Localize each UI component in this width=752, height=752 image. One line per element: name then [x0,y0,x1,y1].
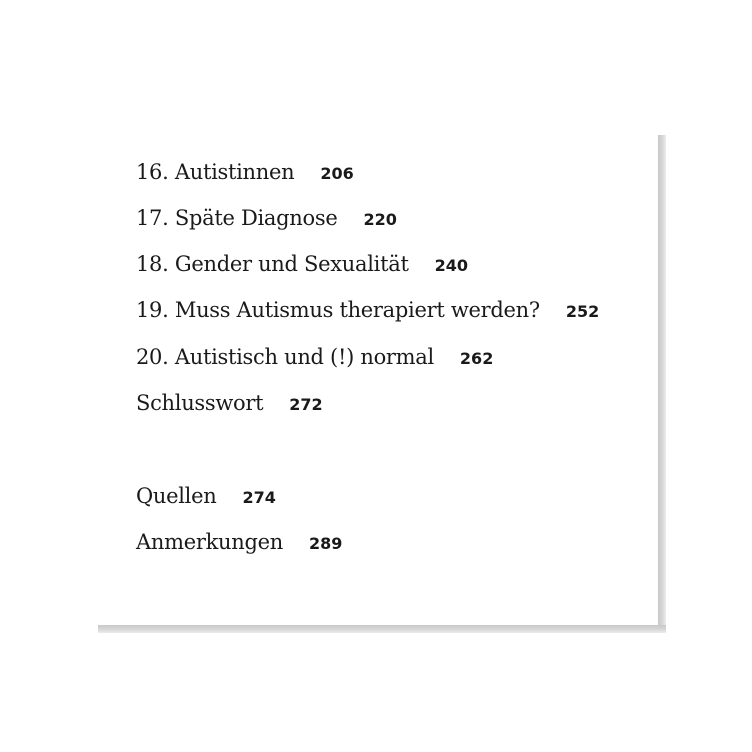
toc-entry-title: 17. Späte Diagnose [136,206,338,230]
toc-entry-title: Anmerkungen [136,530,283,554]
toc-entry [136,206,397,230]
toc-entry-page: 272 [289,395,323,414]
toc-entry-title: Schlusswort [136,391,264,415]
page-shadow-right [658,135,666,633]
toc-entry-title: 20. Autistisch und (!) normal [136,345,434,369]
toc-entry [136,160,354,184]
toc-entry [136,298,599,322]
toc-entry-page: 289 [308,534,343,553]
toc-entry-title: 19. Muss Autismus therapiert werden? [136,298,540,322]
toc-entry-page: 206 [320,164,354,183]
toc-entry [136,345,493,369]
toc-entry-title: 16. Autistinnen [136,160,295,184]
toc-entry [136,484,276,508]
toc-entry [136,391,323,415]
toc-entry-title: Quellen [136,484,217,508]
page-shadow-bottom [98,625,666,633]
toc-entry [136,530,342,554]
toc-entry-page: 252 [565,302,600,321]
toc-entry-page: 274 [242,488,276,507]
toc-entry-page: 240 [434,256,468,275]
toc-entry-title: 18. Gender und Sexualität [136,252,409,276]
toc-entry [136,252,468,276]
toc-entry-page: 262 [459,349,494,368]
toc-entry-page: 220 [363,210,397,229]
